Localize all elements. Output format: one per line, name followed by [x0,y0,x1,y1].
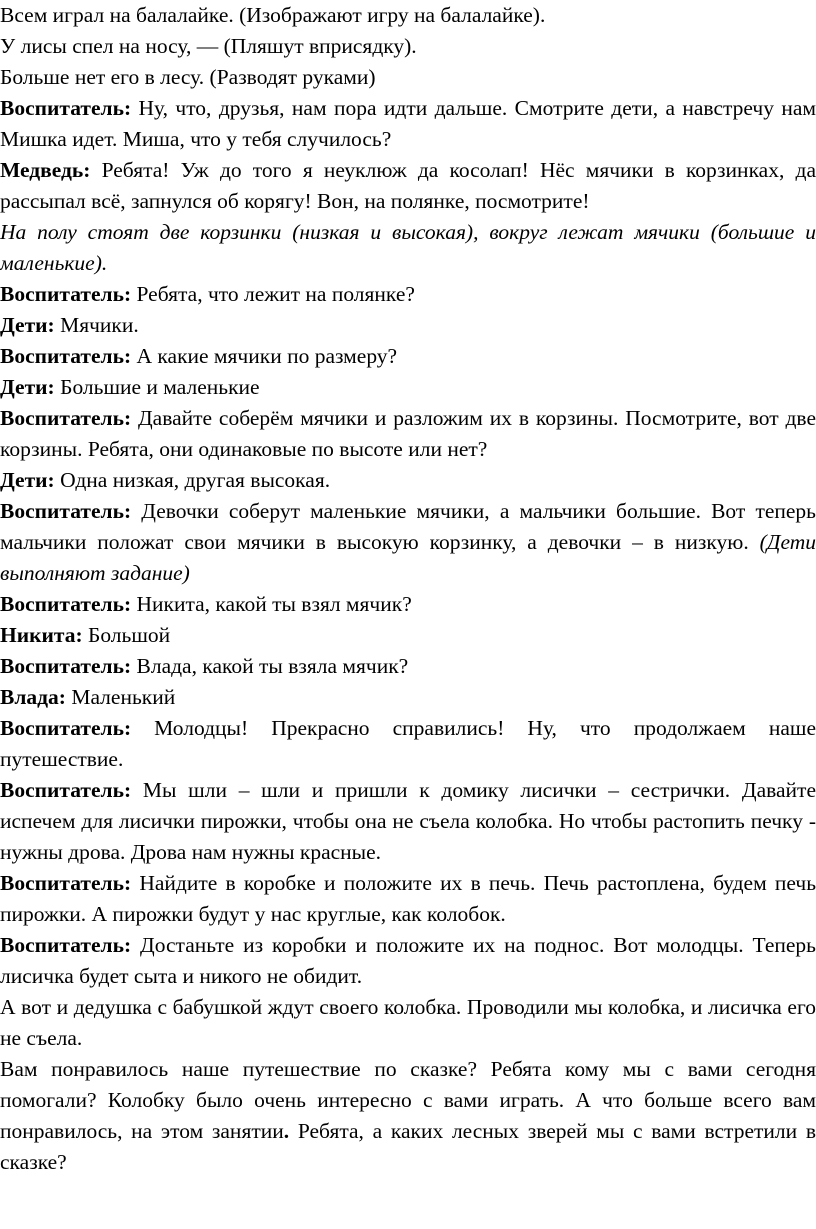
paragraph-text: А вот и дедушка с бабушкой ждут своего колобка. Проводили мы колобка, и лисичка его не съела. [0,995,816,1050]
paragraph [0,620,816,651]
paragraph-text: Ребята, что лежит на полянке? [131,282,415,306]
paragraph-text: Больше нет его в лесу. (Разводят руками) [0,65,376,89]
paragraph [0,992,816,1054]
paragraph [0,310,816,341]
paragraph [0,496,816,589]
paragraph [0,93,816,155]
speaker-label: Дети: [0,313,55,337]
paragraph-text: Мы шли – шли и пришли к домику лисички – сестрички. Давайте испечем для лисички пирожки, чтобы она не съела колобка. Но чтобы растопить печку - нужны дрова. Дрова нам нужны красные. [0,778,816,864]
paragraph [0,868,816,930]
paragraph [0,217,816,279]
stage-direction: (Дети выполняют задание) [0,530,816,585]
paragraph [0,651,816,682]
paragraph [0,1054,816,1178]
paragraph-text: Ну, что, друзья, нам пора идти дальше. Смотрите дети, а навстречу нам Мишка идет. Миша, что у тебя случилось? [0,96,816,151]
paragraph-text: А какие мячики по размеру? [131,344,398,368]
speaker-label: Воспитатель: [0,871,132,895]
paragraph-text: Большие и маленькие [54,375,260,399]
paragraph-text: Давайте соберём мячики и разложим их в корзины. Посмотрите, вот две корзины. Ребята, они одинаковые по высоте или нет? [0,406,816,461]
paragraph [0,341,816,372]
speaker-label: Воспитатель: [0,778,132,802]
speaker-label: Медведь: [0,158,91,182]
paragraph-text: Молодцы! Прекрасно справились! Ну, что продолжаем наше путешествие. [0,716,816,771]
paragraph [0,403,816,465]
speaker-label: Никита: [0,623,83,647]
paragraph [0,589,816,620]
paragraph-text: Ребята, а каких лесных зверей мы с вами встретили в сказке? [0,1119,816,1174]
speaker-label: Дети: [0,468,55,492]
paragraph [0,930,816,992]
paragraph-text: Маленький [65,685,176,709]
speaker-label: Воспитатель: [0,406,132,430]
speaker-label: Воспитатель: [0,716,132,740]
paragraph-text: Влада, какой ты взяла мячик? [131,654,409,678]
speaker-label: Воспитатель: [0,344,132,368]
paragraph-text: Всем играл на балалайке. (Изображают игру на балалайке). [0,3,546,27]
paragraph-text: Найдите в коробке и положите их в печь. Печь растоплена, будем печь пирожки. А пирожки будут у нас круглые, как колобок. [0,871,816,926]
paragraph [0,682,816,713]
paragraph-text: Мячики. [54,313,139,337]
stage-direction: На полу стоят две корзинки (низкая и высокая), вокруг лежат мячики (большие и маленькие). [0,220,816,275]
paragraph [0,31,816,62]
speaker-label: Воспитатель: [0,282,132,306]
speaker-label: Воспитатель: [0,499,132,523]
paragraph [0,279,816,310]
paragraph-text: У лисы спел на носу, — (Пляшут вприсядку). [0,34,417,58]
speaker-label: Влада: [0,685,66,709]
paragraph [0,713,816,775]
speaker-label: Дети: [0,375,55,399]
paragraph [0,372,816,403]
paragraph-text: Большой [82,623,171,647]
speaker-label: Воспитатель: [0,592,132,616]
speaker-label: Воспитатель: [0,654,132,678]
bold-punctuation: . [283,1119,290,1143]
paragraph [0,155,816,217]
paragraph-text: Девочки соберут маленькие мячики, а мальчики большие. Вот теперь мальчики положат свои мячики в высокую корзинку, а девочки – в низкую. [0,499,816,554]
paragraph-text: Достаньте из коробки и положите их на поднос. Вот молодцы. Теперь лисичка будет сыта и никого не обидит. [0,933,816,988]
paragraph-text: Ребята! Уж до того я неуклюж да косолап! Нёс мячики в корзинках, да рассыпал всё, запнулся об корягу! Вон, на полянке, посмотрите! [0,158,816,213]
speaker-label: Воспитатель: [0,96,132,120]
paragraph-text: Вам понравилось наше путешествие по сказке? Ребята кому мы с вами сегодня помогали? Колобку было очень интересно с вами играть. А что больше всего вам понравилось, на этом занятии [0,1057,816,1143]
paragraph-text: Одна низкая, другая высокая. [54,468,331,492]
paragraph-text: Никита, какой ты взял мячик? [131,592,412,616]
speaker-label: Воспитатель: [0,933,132,957]
paragraph [0,0,816,31]
paragraph [0,62,816,93]
paragraph [0,465,816,496]
paragraph [0,775,816,868]
